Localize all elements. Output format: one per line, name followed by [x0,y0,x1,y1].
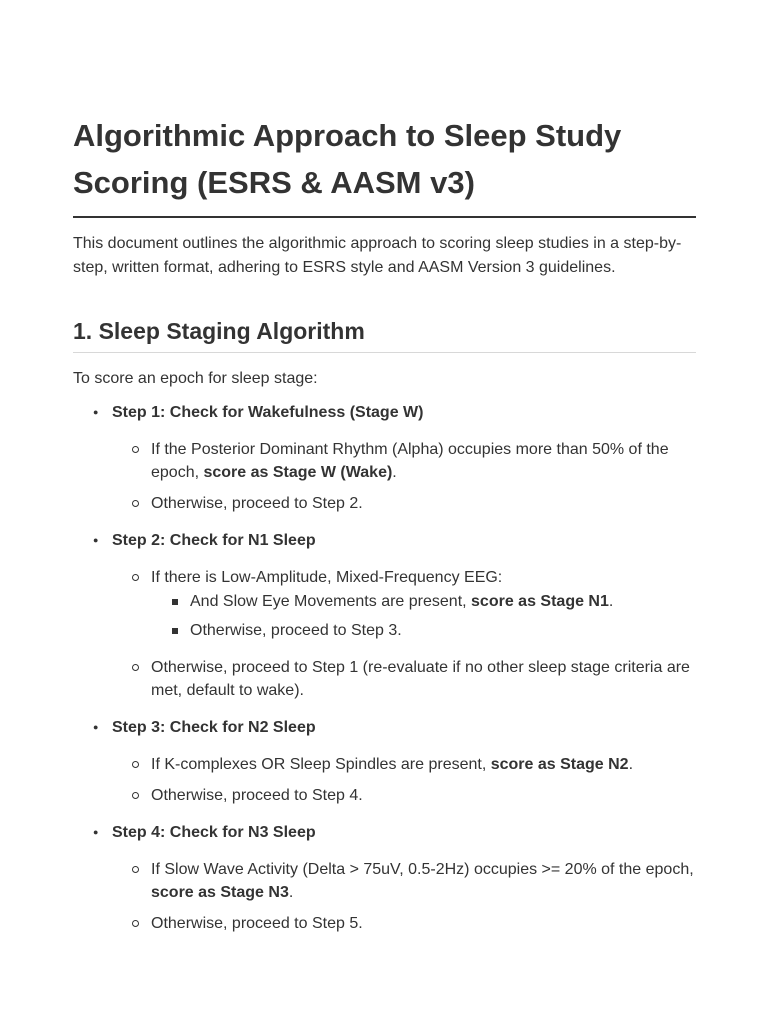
rule-punct: . [392,464,397,481]
intro-paragraph: This document outlines the algorithmic approach to scoring sleep studies in a step-by-step, written format, adhering to ESRS style and AASM Version 3 guidelines. [73,235,682,276]
step-2-label: Step 2: Check for N1 Sleep [112,532,316,549]
rule-text: If there is Low-Amplitude, Mixed-Frequency EEG: [151,569,503,586]
step-2-rule [112,566,696,642]
rule-punct: . [628,756,634,773]
step-4-rule [112,858,696,904]
document-content [73,112,696,949]
section-heading-sleep-staging: 1. Sleep Staging Algorithm [73,316,696,353]
step-2-otherwise: Otherwise, proceed to Step 1 (re-evaluate if no other sleep stage criteria are met, default to wake). [112,656,696,702]
rule-text: If Slow Wave Activity (Delta > 75uV, 0.5-2Hz) occupies >= 20% of the epoch, [151,861,694,878]
step-1-label: Step 1: Check for Wakefulness (Stage W) [112,404,424,421]
page-title: Algorithmic Approach to Sleep Study Scoring (ESRS & AASM v3) [73,112,696,218]
rule-result: score as Stage N1 [471,593,609,610]
step-1-otherwise: Otherwise, proceed to Step 2. [112,492,696,515]
step-2-nested-otherwise: Otherwise, proceed to Step 3. [151,619,696,642]
step-1-sublist [112,438,696,515]
step-3-sublist [112,753,696,807]
step-2-nested-list [151,590,696,642]
step-4-sublist [112,858,696,935]
step-4-otherwise: Otherwise, proceed to Step 5. [112,912,696,935]
step-2-nested-rule [151,590,696,613]
step-3-label: Step 3: Check for N2 Sleep [112,719,316,736]
step-4-item [73,821,696,935]
step-3-otherwise: Otherwise, proceed to Step 4. [112,784,696,807]
step-1-rule [112,438,696,484]
rule-result: score as Stage N3 [151,884,289,901]
step-2-sublist [112,566,696,702]
step-3-item [73,716,696,807]
rule-punct: . [288,884,294,901]
rule-text: If K-complexes OR Sleep Spindles are present, [151,756,491,773]
step-3-rule [112,753,696,776]
rule-text: If the Posterior Dominant Rhythm (Alpha) occupies more than 50% of the epoch, [151,441,669,481]
step-4-label: Step 4: Check for N3 Sleep [112,824,316,841]
step-2-item [73,529,696,702]
rule-text: And Slow Eye Movements are present, [190,593,472,610]
rule-result: score as Stage W (Wake) [203,464,393,481]
step-1-item [73,401,696,515]
section-lead: To score an epoch for sleep stage: [73,370,318,387]
rule-result: score as Stage N2 [490,756,629,773]
steps-list [73,401,696,935]
rule-punct: . [608,593,614,610]
